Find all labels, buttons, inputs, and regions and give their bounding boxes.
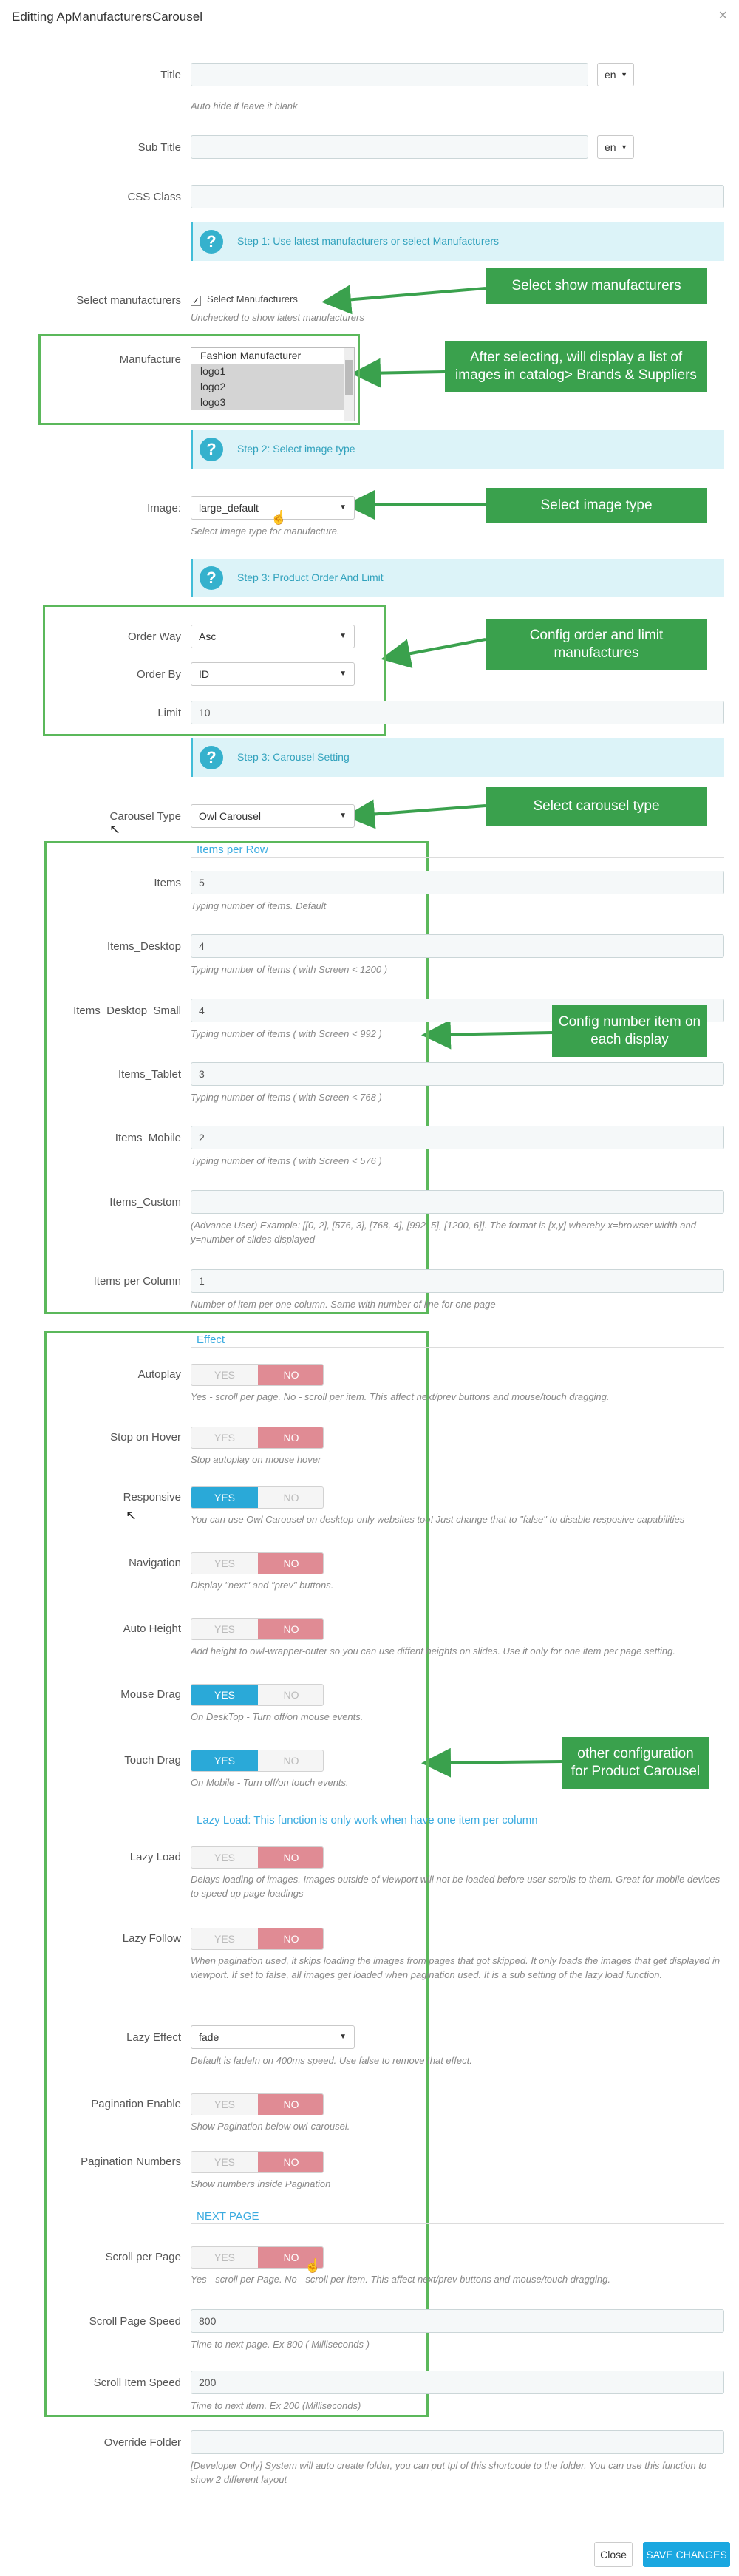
toggle-yes[interactable]: YES [214, 2156, 235, 2168]
lazy-load-help: Delays loading of images. Images outside of viewport will not be loaded before user scrolls to them. Great for mobile devices to speed up page loadings [191, 1874, 721, 1899]
step3b-alert [191, 738, 724, 777]
override-folder-label: Override Folder [103, 2436, 181, 2449]
items-custom-help: (Advance User) Example: [[0, 2], [576, 3], [768, 4], [992, 5], [1200, 6]]. The format is [x,y] whereby x=browser width and y=number of slides displayed [191, 1220, 696, 1245]
items-help: Typing number of items. Default [191, 900, 327, 911]
toggle-no[interactable]: NO [283, 1492, 299, 1503]
subtitle-input[interactable] [191, 135, 588, 159]
responsive-help: You can use Owl Carousel on desktop-only websites too! Just change that to "false" to disable resposive capabilities [191, 1514, 685, 1525]
lazy-effect-select[interactable] [191, 2025, 355, 2049]
items-desktop-help: Typing number of items ( with Screen < 1200 ) [191, 964, 388, 975]
select-manufacturers-label: Select manufacturers [76, 294, 181, 307]
lang-value: en [605, 69, 616, 81]
toggle-yes[interactable]: YES [214, 2098, 235, 2110]
divider [191, 1347, 724, 1348]
items-per-column-input[interactable]: 1 [191, 1269, 724, 1293]
caret-down-icon: ▼ [339, 670, 347, 678]
scroll-item-speed-help: Time to next item. Ex 200 (Milliseconds) [191, 2400, 361, 2411]
scroll-page-speed-help: Time to next page. Ex 800 ( Milliseconds ) [191, 2339, 370, 2350]
items-desktop-label: Items_Desktop [106, 940, 181, 953]
hand-cursor-icon: ☝ [270, 510, 287, 525]
lazy-load-heading: Lazy Load: This function is only work when have one item per column [197, 1814, 538, 1826]
step1-alert [191, 222, 724, 261]
stop-on-hover-toggle[interactable] [191, 1427, 324, 1449]
toggle-yes[interactable]: YES [191, 1750, 258, 1771]
pagination-enable-label: Pagination Enable [91, 2098, 181, 2110]
items-desktop-small-help: Typing number of items ( with Screen < 992 ) [191, 1028, 382, 1039]
toggle-no[interactable]: NO [258, 1427, 324, 1448]
toggle-no[interactable]: NO [258, 1928, 324, 1949]
lazy-follow-help: When pagination used, it skips loading the images from pages that got skipped. It only loads the images that get displayed in viewport. If set to false, all images get loaded when pagination used. It is a sub setting of the lazy load function. [191, 1955, 721, 1980]
pagination-numbers-help: Show numbers inside Pagination [191, 2178, 331, 2189]
lazy-load-label: Lazy Load [129, 1851, 181, 1863]
caret-down-icon: ▼ [339, 2033, 347, 2041]
toggle-no[interactable]: NO [258, 2247, 324, 2268]
select-manufacturers-checkbox-label: Select Manufacturers [207, 293, 298, 305]
css-class-input[interactable] [191, 185, 724, 208]
items-tablet-input[interactable]: 3 [191, 1062, 724, 1086]
limit-label: Limit [157, 707, 181, 719]
items-desktop-input[interactable]: 4 [191, 934, 724, 958]
close-button[interactable]: Close [594, 2542, 633, 2567]
mouse-drag-help: On DeskTop - Turn off/on mouse events. [191, 1711, 364, 1722]
toggle-no[interactable]: NO [258, 2094, 324, 2115]
image-label: Image: [147, 502, 181, 514]
mouse-drag-label: Mouse Drag [120, 1688, 181, 1701]
auto-height-toggle[interactable] [191, 1618, 324, 1640]
toggle-no[interactable]: NO [258, 1619, 324, 1639]
annotation-other-config: other configuration for Product Carousel [562, 1737, 709, 1789]
title-lang-select[interactable] [597, 63, 634, 86]
manufacture-option[interactable]: logo3 [191, 395, 354, 410]
auto-height-help: Add height to owl-wrapper-outer so you can use diffent heights on slides. Use it only for one item per page setting. [191, 1645, 675, 1656]
image-help: Select image type for manufacture. [191, 526, 340, 537]
items-desktop-small-input[interactable]: 4 [191, 999, 724, 1022]
navigation-label: Navigation [129, 1557, 181, 1569]
lazy-effect-help: Default is fadeIn on 400ms speed. Use false to remove that effect. [191, 2055, 472, 2066]
scroll-per-page-help: Yes - scroll per Page. No - scroll per item. This affect next/prev buttons and mouse/touch dragging. [191, 2274, 610, 2285]
caret-down-icon: ▼ [621, 71, 627, 78]
step3a-alert [191, 559, 724, 597]
order-by-value: ID [199, 668, 209, 680]
mouse-drag-toggle[interactable] [191, 1684, 324, 1706]
subtitle-lang-select[interactable] [597, 135, 634, 159]
items-label: Items [154, 877, 181, 889]
carousel-type-value: Owl Carousel [199, 810, 262, 822]
question-icon: ? [200, 230, 223, 254]
toggle-yes[interactable]: YES [214, 1432, 235, 1444]
caret-down-icon: ▼ [339, 503, 347, 512]
lazy-effect-value: fade [199, 2031, 219, 2043]
annotation-after-selecting: After selecting, will display a list of images in catalog> Brands & Suppliers [445, 341, 707, 392]
items-tablet-help: Typing number of items ( with Screen < 768 ) [191, 1092, 382, 1103]
scrollbar-thumb[interactable] [345, 360, 353, 395]
stop-on-hover-label: Stop on Hover [110, 1431, 181, 1444]
auto-height-label: Auto Height [123, 1622, 181, 1635]
modal-title: Editting ApManufacturersCarousel [12, 10, 202, 24]
carousel-type-select[interactable] [191, 804, 355, 828]
image-select-value: large_default [199, 502, 259, 514]
annotation-select-carousel: Select carousel type [486, 787, 707, 826]
modal-header [0, 0, 739, 35]
toggle-yes[interactable]: YES [191, 1487, 258, 1508]
items-mobile-input[interactable]: 2 [191, 1126, 724, 1149]
manufacture-option[interactable]: logo2 [191, 379, 354, 395]
question-icon: ? [200, 746, 223, 769]
items-per-row-heading: Items per Row [197, 843, 268, 856]
divider [191, 2223, 724, 2224]
step2-alert [191, 430, 724, 469]
caret-down-icon: ▼ [621, 143, 627, 151]
step3a-text: Step 3: Product Order And Limit [237, 571, 384, 583]
title-help: Auto hide if leave it blank [191, 101, 298, 112]
subtitle-label: Sub Title [137, 141, 181, 154]
annotation-select-image: Select image type [486, 488, 707, 523]
lazy-load-toggle[interactable] [191, 1846, 324, 1869]
scroll-per-page-toggle[interactable] [191, 2246, 324, 2269]
navigation-toggle[interactable] [191, 1552, 324, 1574]
title-label: Title [160, 69, 181, 81]
responsive-label: Responsive [123, 1491, 181, 1503]
toggle-yes[interactable]: YES [214, 1933, 235, 1945]
scroll-item-speed-label: Scroll Item Speed [93, 2376, 181, 2389]
toggle-yes[interactable]: YES [214, 1557, 235, 1569]
lazy-follow-label: Lazy Follow [122, 1932, 181, 1945]
pagination-enable-help: Show Pagination below owl-carousel. [191, 2121, 350, 2132]
title-input[interactable] [191, 63, 588, 86]
step3b-text: Step 3: Carousel Setting [237, 751, 350, 763]
toggle-yes[interactable]: YES [214, 1852, 235, 1863]
toggle-no[interactable]: NO [283, 1689, 299, 1701]
order-way-value: Asc [199, 631, 217, 642]
pointer-cursor-icon: ↖ [126, 1508, 137, 1523]
lang-value: en [605, 141, 616, 153]
toggle-no[interactable]: NO [258, 1553, 324, 1574]
items-mobile-help: Typing number of items ( with Screen < 576 ) [191, 1155, 382, 1166]
items-input[interactable]: 5 [191, 871, 724, 894]
items-desktop-small-label: Items_Desktop_Small [73, 1005, 181, 1017]
autoplay-help: Yes - scroll per page. No - scroll per item. This affect next/prev buttons and mouse/touch dragging. [191, 1391, 610, 1402]
items-tablet-label: Items_Tablet [118, 1068, 181, 1081]
select-manufacturers-help: Unchecked to show latest manufacturers [191, 312, 364, 323]
toggle-no[interactable]: NO [258, 1365, 324, 1385]
scroll-item-speed-input[interactable]: 200 [191, 2371, 724, 2394]
toggle-yes[interactable]: YES [191, 1685, 258, 1705]
limit-input[interactable]: 10 [191, 701, 724, 724]
items-custom-input[interactable] [191, 1190, 724, 1214]
effect-heading: Effect [197, 1333, 225, 1346]
manufacture-multiselect[interactable] [191, 347, 355, 421]
question-icon: ? [200, 566, 223, 590]
toggle-yes[interactable]: YES [214, 1623, 235, 1635]
lazy-follow-toggle[interactable] [191, 1928, 324, 1950]
navigation-help: Display "next" and "prev" buttons. [191, 1580, 334, 1591]
toggle-yes[interactable]: YES [214, 1369, 235, 1381]
step1-text: Step 1: Use latest manufacturers or select Manufacturers [237, 235, 500, 247]
pagination-numbers-label: Pagination Numbers [81, 2155, 181, 2168]
lazy-effect-label: Lazy Effect [126, 2031, 181, 2044]
items-custom-label: Items_Custom [109, 1196, 181, 1209]
order-by-label: Order By [136, 668, 181, 681]
items-per-column-help: Number of item per one column. Same with number of line for one page [191, 1299, 496, 1310]
override-folder-input[interactable] [191, 2430, 724, 2454]
manufacture-option[interactable]: Fashion Manufacturer [200, 350, 302, 361]
manufacture-label: Manufacture [119, 353, 181, 366]
autoplay-toggle[interactable] [191, 1364, 324, 1386]
toggle-no[interactable]: NO [258, 1847, 324, 1868]
pagination-enable-toggle[interactable] [191, 2093, 324, 2115]
toggle-no[interactable]: NO [283, 1755, 299, 1767]
annotation-select-show: Select show manufacturers [486, 268, 707, 304]
hand-cursor-icon: ☝ [304, 2258, 321, 2273]
caret-down-icon: ▼ [339, 632, 347, 640]
question-icon: ? [200, 438, 223, 461]
order-by-select[interactable] [191, 662, 355, 686]
scroll-page-speed-input[interactable]: 800 [191, 2309, 724, 2333]
next-page-heading: NEXT PAGE [197, 2210, 259, 2223]
pagination-numbers-toggle[interactable] [191, 2151, 324, 2173]
save-changes-button[interactable]: SAVE CHANGES [643, 2542, 730, 2567]
touch-drag-help: On Mobile - Turn off/on touch events. [191, 1777, 349, 1788]
toggle-yes[interactable]: YES [214, 2252, 235, 2263]
scroll-per-page-label: Scroll per Page [105, 2251, 181, 2263]
step2-text: Step 2: Select image type [237, 443, 355, 455]
annotation-config-order: Config order and limit manufactures [486, 619, 707, 670]
carousel-type-label: Carousel Type [109, 810, 181, 823]
close-icon[interactable]: × [718, 7, 727, 24]
toggle-no[interactable]: NO [258, 2152, 324, 2172]
touch-drag-toggle[interactable] [191, 1750, 324, 1772]
scroll-page-speed-label: Scroll Page Speed [89, 2315, 181, 2328]
select-manufacturers-checkbox[interactable]: ✓ [191, 296, 200, 306]
items-per-column-label: Items per Column [93, 1275, 181, 1288]
touch-drag-label: Touch Drag [124, 1754, 181, 1767]
divider [191, 857, 724, 858]
autoplay-label: Autoplay [137, 1368, 181, 1381]
caret-down-icon: ▼ [339, 812, 347, 820]
override-folder-help: [Developer Only] System will auto create folder, you can put tpl of this shortcode to the folder. You can use this function to show 2 different layout [191, 2460, 707, 2485]
stop-on-hover-help: Stop autoplay on mouse hover [191, 1454, 321, 1465]
order-way-select[interactable] [191, 625, 355, 648]
items-mobile-label: Items_Mobile [115, 1132, 181, 1144]
manufacture-option[interactable]: logo1 [191, 364, 354, 379]
pointer-cursor-icon: ↖ [109, 822, 121, 837]
order-way-label: Order Way [128, 631, 181, 643]
responsive-toggle[interactable] [191, 1486, 324, 1509]
css-class-label: CSS Class [127, 191, 181, 203]
annotation-config-number: Config number item on each display [552, 1005, 707, 1057]
